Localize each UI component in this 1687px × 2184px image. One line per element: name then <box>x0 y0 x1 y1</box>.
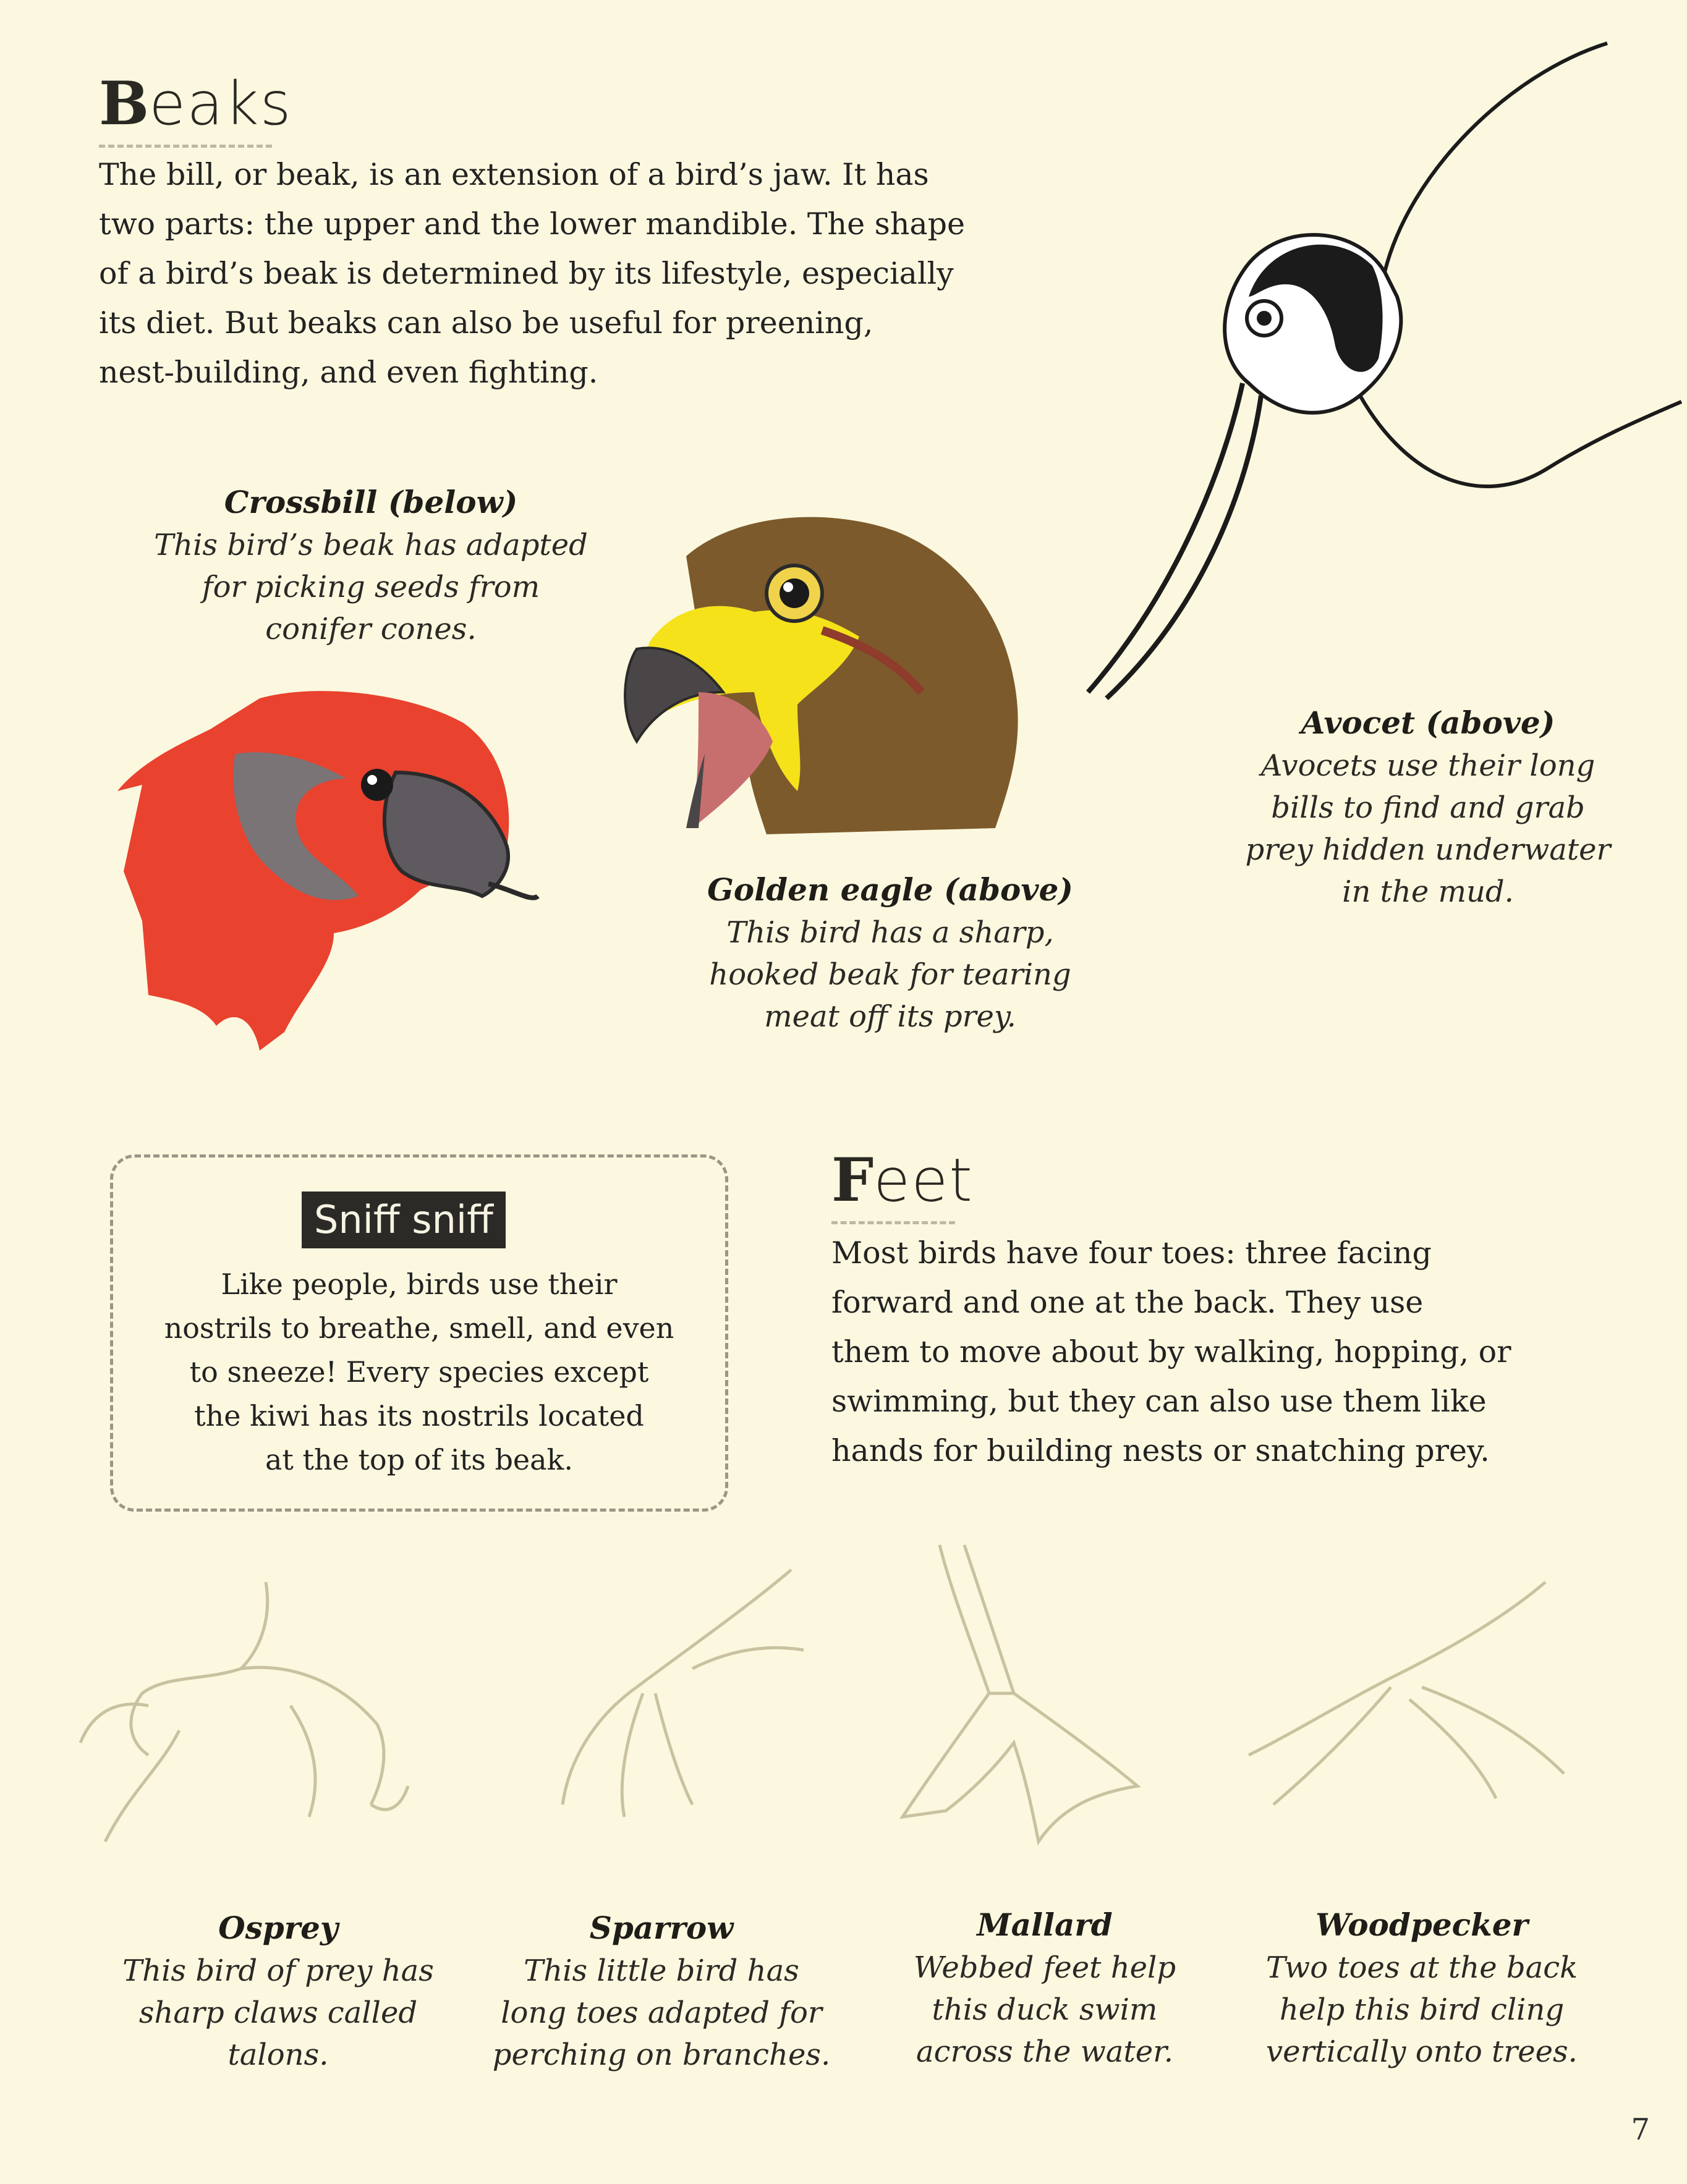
avocet-text-line: prey hidden underwater <box>1245 832 1611 867</box>
osprey-text-line: This bird of prey has <box>122 1953 434 1988</box>
beaks-intro <box>99 150 1063 397</box>
mallard-webbed-foot <box>903 1693 1137 1842</box>
crossbill-text-line: This bird’s beak has adapted <box>154 528 588 562</box>
sparrow-toe-2 <box>622 1693 643 1817</box>
feet-intro-line: them to move about by walking, hopping, or <box>831 1334 1511 1369</box>
sniff-sniff-box <box>110 1154 728 1512</box>
crossbill-caption <box>93 481 649 650</box>
feet-intro <box>831 1229 1635 1476</box>
avocet-neck-back <box>1385 43 1607 272</box>
avocet-title: Avocet (above) <box>1301 705 1555 741</box>
crossbill-title: Crossbill (below) <box>224 484 518 520</box>
golden-eagle-text-line: hooked beak for tearing <box>709 957 1071 992</box>
feet-intro-line: forward and one at the back. They use <box>831 1285 1424 1320</box>
sniff-text-line: at the top of its beak. <box>265 1443 574 1476</box>
avocet-caption <box>1199 701 1657 913</box>
sniff-text-line: to sneeze! Every species except <box>189 1355 649 1389</box>
osprey-toe-right <box>241 1667 384 1805</box>
beaks-intro-line: of a bird’s beak is determined by its lifestyle, especially <box>99 256 954 291</box>
sparrow-toe-3 <box>655 1693 692 1805</box>
avocet-text-line: bills to find and grab <box>1271 790 1585 825</box>
golden-eagle-title: Golden eagle (above) <box>707 871 1073 908</box>
mallard-title: Mallard <box>977 1907 1113 1943</box>
woodpecker-foot-illustration <box>1212 1570 1607 1866</box>
woodpecker-leg <box>1397 1582 1545 1675</box>
feet-intro-line: hands for building nests or snatching prey. <box>831 1433 1490 1468</box>
woodpecker-caption <box>1224 1903 1620 2073</box>
page-number: 7 <box>1631 2112 1650 2147</box>
feet-section <box>831 1145 974 1224</box>
sniff-sniff-text <box>132 1263 707 1482</box>
beaks-heading-initial: B <box>99 69 150 138</box>
beaks-intro-line: nest-building, and even fighting. <box>99 355 598 390</box>
osprey-foot-illustration <box>56 1570 464 1860</box>
feet-heading <box>831 1145 974 1215</box>
crossbill-text-line: for picking seeds from <box>202 570 540 604</box>
eagle-pupil <box>780 578 809 608</box>
mallard-leg-right <box>964 1545 1014 1693</box>
feet-heading-initial: F <box>831 1145 874 1215</box>
crossbill-eye <box>361 769 393 801</box>
mallard-text-line: across the water. <box>916 2034 1174 2069</box>
osprey-text-line: sharp claws called <box>138 1996 418 2030</box>
feet-heading-rest: eet <box>873 1146 974 1215</box>
mallard-text-line: this duck swim <box>932 1992 1158 2027</box>
sniff-text-line: nostrils to breathe, smell, and even <box>164 1311 674 1345</box>
eagle-eye-highlight <box>783 582 793 592</box>
sparrow-title: Sparrow <box>589 1910 734 1946</box>
sniff-text-line: Like people, birds use their <box>221 1268 618 1301</box>
sparrow-text-line: long toes adapted for <box>501 1996 822 2030</box>
feet-heading-underline <box>831 1221 955 1224</box>
feet-intro-line: Most birds have four toes: three facing <box>831 1235 1432 1271</box>
sniff-sniff-title: Sniff sniff <box>302 1191 506 1248</box>
sparrow-leg <box>637 1570 791 1687</box>
golden-eagle-illustration <box>612 507 1045 840</box>
mallard-text-line: Webbed feet help <box>913 1950 1176 1985</box>
crossbill-text-line: conifer cones. <box>265 612 477 646</box>
avocet-text-line: in the mud. <box>1342 874 1514 909</box>
sparrow-text-line: perching on branches. <box>492 2038 831 2072</box>
beaks-section <box>99 69 292 148</box>
sparrow-back-toe <box>692 1648 804 1669</box>
mallard-leg-left <box>940 1545 989 1693</box>
sparrow-toe-1 <box>563 1687 637 1805</box>
crossbill-illustration <box>111 686 556 1057</box>
crossbill-beak-tip <box>488 884 538 898</box>
mallard-caption <box>859 1903 1230 2073</box>
golden-eagle-text-line: meat off its prey. <box>764 999 1016 1034</box>
beaks-heading-rest: eaks <box>149 69 292 138</box>
beaks-heading-underline <box>99 145 272 148</box>
woodpecker-title: Woodpecker <box>1315 1907 1528 1943</box>
avocet-pupil <box>1257 311 1272 326</box>
golden-eagle-text-line: This bird has a sharp, <box>726 915 1054 950</box>
sparrow-caption <box>470 1907 853 2076</box>
sparrow-foot-illustration <box>532 1557 878 1848</box>
osprey-title: Osprey <box>218 1910 338 1946</box>
avocet-text-line: Avocets use their long <box>1260 748 1596 783</box>
osprey-back-toe <box>80 1704 148 1743</box>
feet-intro-line: swimming, but they can also use them like <box>831 1384 1487 1419</box>
woodpecker-front-toe-2 <box>1273 1687 1391 1805</box>
sparrow-text-line: This little bird has <box>524 1953 799 1988</box>
beaks-intro-line: its diet. But beaks can also be useful for preening, <box>99 305 873 341</box>
woodpecker-text-line: vertically onto trees. <box>1266 2034 1578 2069</box>
avocet-neck-front <box>1360 396 1681 486</box>
osprey-caption <box>80 1907 476 2076</box>
beaks-intro-line: The bill, or beak, is an extension of a bird’s jaw. It has <box>99 157 929 192</box>
mallard-foot-illustration <box>865 1533 1212 1866</box>
crossbill-eye-highlight <box>367 775 377 785</box>
woodpecker-front-toe-1 <box>1249 1675 1397 1755</box>
beaks-intro-line: two parts: the upper and the lower mandible. The shape <box>99 206 965 242</box>
osprey-text-line: talons. <box>227 2038 329 2072</box>
osprey-toe-center <box>291 1706 315 1817</box>
osprey-toe-left <box>105 1730 179 1842</box>
sniff-text-line: the kiwi has its nostrils located <box>194 1399 644 1433</box>
woodpecker-text-line: help this bird cling <box>1279 1992 1565 2027</box>
woodpecker-text-line: Two toes at the back <box>1265 1950 1578 1985</box>
beaks-heading <box>99 69 292 138</box>
golden-eagle-caption <box>661 868 1119 1038</box>
avocet-illustration <box>1063 37 1681 717</box>
